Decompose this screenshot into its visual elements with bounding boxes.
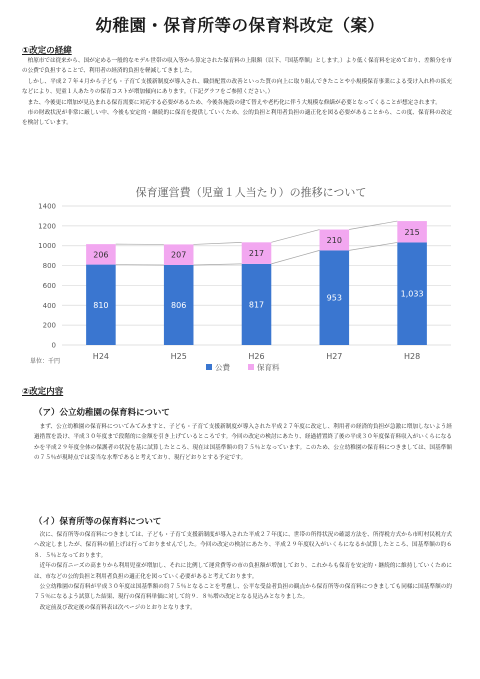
chart-unit-label: 単位：千円 [30,358,61,365]
data-label: 215 [404,227,420,237]
trend-line-top [271,230,319,243]
y-tick-label: 1400 [38,202,56,211]
section2-heading: ②改定内容 [22,387,64,397]
trend-line-top [193,242,241,244]
data-label: 817 [248,300,265,310]
section1-paragraph-1: 柏原市では従来から、国が定める一般的なモデル世帯の収入等から算定された保育料の上限額（以下、『国基準額』とします。）より低く保育料を定めており、差額分を市の公費で負担することで、利用者の経済的負担を軽減してきました。 [22,58,452,75]
trend-line-top [349,221,397,229]
chart-svg [26,180,456,375]
data-label: 1,033 [400,289,424,299]
y-tick-label: 600 [42,281,56,290]
sub-a-body [34,422,452,464]
y-tick-label: 200 [42,321,56,330]
data-label: 217 [248,249,265,259]
data-label: 806 [171,300,187,310]
x-tick-label: H26 [248,352,265,361]
sub-a-paragraph-1: まず、公立幼稚園の保育料についてみてみますと、子ども・子育て支援新制度が導入された平成２７年度に改定し、利用者の経済的負担が急激に増加しないよう経過措置を設け、平成３０年度まで段階的に金額を引き上げているところです。今回の改定の検討にあたり、経過措置終了後の平成３０年度保育料収入がいくらになるかを平成２９年度全体の保護者の状況を基に試算したところ、現在は国基準額の約７５％となっています。このため、公立幼稚園の保育料につきましては、国基準額の７５％が現時点では妥当な水準であると考えており、現行どおりとする予定です。 [34,424,452,462]
y-tick-label: 800 [42,262,56,271]
trend-line-mid [271,250,319,264]
x-tick-label: H27 [326,352,343,361]
y-tick-label: 1200 [38,222,56,231]
legend-label: 公費 [215,363,230,372]
chart-title: 保育運営費（児童１人当たり）の推移について [135,186,367,199]
y-tick-label: 0 [51,341,56,350]
section1-paragraph-4: 市の財政状況が非常に厳しい中、今後も安定的・継続的に保育を提供していくため、公的負担と利用者負担の適正化を図る必要があることから、この度、保育料の改定を検討しています。 [22,110,452,127]
trend-line-mid [193,264,241,265]
data-label: 810 [93,300,109,310]
section1-paragraph-3: また、今後更に増加が見込まれる保育需要に対応する必要があるため、今後各施設の建て替えや老朽化に伴う大規模な修繕が必要となってくることが想定されます。 [27,99,441,106]
y-tick-label: 1000 [38,242,56,251]
data-label: 206 [93,250,109,260]
y-tick-label: 400 [42,301,56,310]
chart-legend [206,362,280,372]
x-tick-label: H28 [403,352,421,361]
section1-body [22,56,452,129]
sub-a-heading: （ア）公立幼稚園の保育料について [34,408,170,418]
sub-b-heading: （イ）保育所等の保育料について [34,517,162,527]
chart-y-axis [38,203,56,350]
trend-line-mid [349,242,397,250]
x-tick-label: H24 [92,352,110,361]
sub-b-paragraph-1: 次に、保育所等の保育料につきましては、子ども・子育て支援新制度が導入された平成２７年度に、世帯の所得状況の確認方法を、所得税方式から市町村民税方式へ改定しましたが、保育料の値上げは行っておりませんでした。今回の改定の検討にあたり、平成２９年度収入がいくらになるか試算したところ、国基準額の約６８．５％となっております。 [34,532,452,559]
legend-swatch-public [206,364,212,370]
data-label: 953 [326,293,342,303]
sub-b-body [34,530,452,613]
data-label: 207 [171,250,187,260]
page-title: 幼稚園・保育所等の保育料改定（案） [95,16,385,35]
section1-heading: ①改定の経緯 [22,46,72,56]
chart-x-axis [93,352,420,361]
legend-swatch-fee [248,364,254,370]
sub-b-paragraph-4: 改定前及び改定後の保育料表は次ページのとおりとなります。 [39,604,196,611]
sub-b-paragraph-2: 近年の保育ニーズの高まりから利用児童が増加し、それに比例して運営費等の市の負担額が増加しており、これからも保育を安定的・継続的に維持していくためには、市などの公的負担と利用者負担の適正化を図っていく必要があると考えております。 [34,563,452,580]
x-tick-label: H25 [170,352,187,361]
data-label: 210 [326,235,342,245]
sub-b-paragraph-3: 公立幼稚園の保育料が平成３０年度は国基準額の約７５％となることを考慮し、公平な受益者負担の観点から保育所等の保育料につきましても同様に国基準額の約７５％になるよう試算した結果、現行の保育料単価に対して約９．８％増の改定となる見込みとなりました。 [34,584,452,601]
chart-bars [86,221,427,345]
cost-chart [26,180,456,375]
legend-label: 保育料 [257,363,280,372]
section1-paragraph-2: しかし、平成２７年４月から子ども・子育て支援新制度が導入され、職員配置の改善といった質の向上に取り組んできたことや小規模保育事業による受け入れ枠の拡充などにより、児童１人あたりの保育コストが増加傾向にあります。（下記グラフをご参照ください。） [22,78,452,96]
